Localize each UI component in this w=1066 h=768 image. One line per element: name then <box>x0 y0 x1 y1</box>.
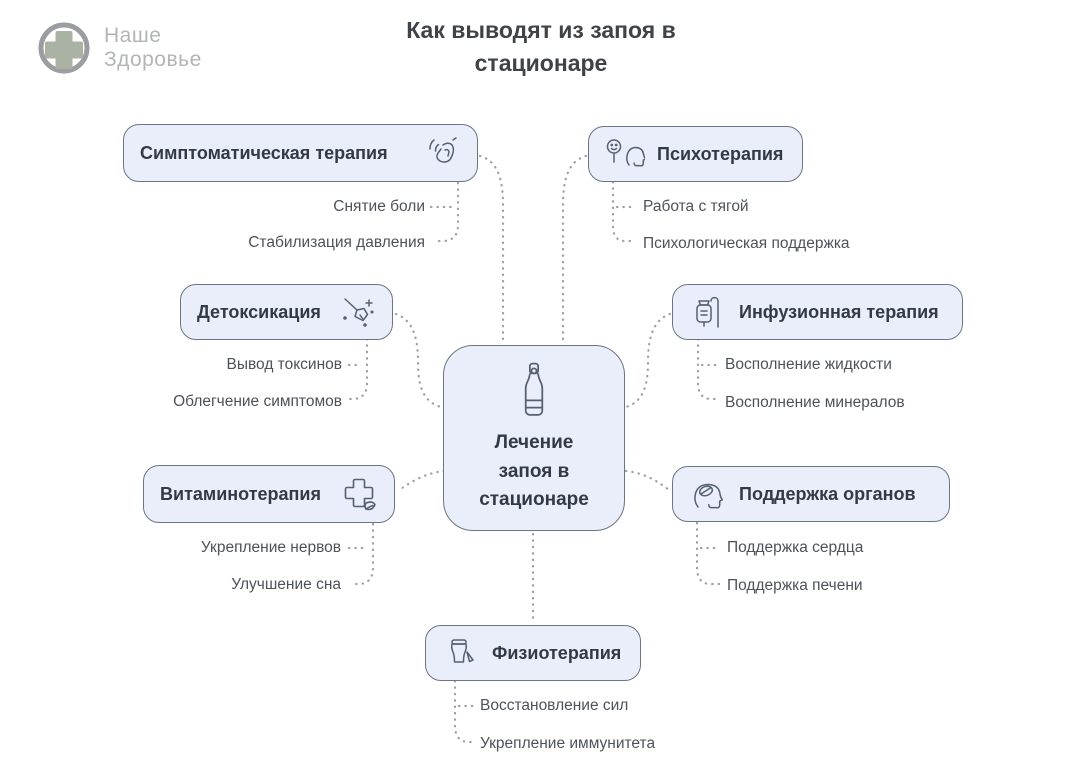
broom-icon <box>338 294 376 330</box>
subitem-fluid-replenishment: Восполнение жидкости <box>725 356 892 373</box>
subitem-sleep-improvement: Улучшение сна <box>231 576 341 593</box>
page-title: Как выводят из запоя в стационаре <box>406 17 676 76</box>
node-infusion-therapy <box>672 284 963 340</box>
node-label: Поддержка органов <box>739 483 916 504</box>
bottle-icon <box>516 361 552 419</box>
connector-symptomatic-children <box>434 183 458 241</box>
connector-detox-children <box>348 339 367 399</box>
subitem-nerve-strengthening: Укрепление нервов <box>200 539 341 556</box>
node-label: Симптоматическая терапия <box>140 142 388 163</box>
subitem-liver-support: Поддержка печени <box>727 577 863 594</box>
massage-icon <box>442 635 480 671</box>
connector-psychotherapy-children <box>613 182 635 241</box>
clinic-name: Наше Здоровье <box>104 24 202 71</box>
connector-psychotherapy-center <box>563 156 586 343</box>
subitem-mineral-replenishment: Восполнение минералов <box>725 394 905 411</box>
connector-vitamin-children <box>351 524 373 584</box>
subitem-toxin-removal: Вывод токсинов <box>226 356 342 373</box>
connector-infusion-children <box>698 339 717 399</box>
subitem-immunity-strengthening: Укрепление иммунитета <box>480 735 656 752</box>
node-label: Физиотерапия <box>492 642 622 663</box>
subitem-symptom-relief: Облегчение симптомов <box>173 393 342 410</box>
subitem-heart-support: Поддержка сердца <box>727 539 864 556</box>
head-smile-icon <box>605 137 645 171</box>
pain-relief-icon <box>425 136 461 170</box>
node-physiotherapy <box>425 625 641 681</box>
node-detox <box>180 284 393 340</box>
connector-symptomatic-center <box>480 156 503 343</box>
node-label: Детоксикация <box>197 301 321 322</box>
node-label: Инфузионная терапия <box>739 301 939 322</box>
connector-infusion-center <box>626 314 670 407</box>
node-organ-support <box>672 466 950 522</box>
cross-leaf-icon <box>342 476 378 512</box>
medical-cross-icon <box>36 20 92 76</box>
iv-drip-icon <box>689 293 727 331</box>
node-symptomatic-therapy <box>123 124 478 182</box>
center-node-treatment <box>443 345 625 531</box>
connector-organ-children <box>697 523 719 584</box>
node-psychotherapy <box>588 126 803 182</box>
center-node-label: Лечение запоя в стационаре <box>479 432 589 511</box>
subitem-pain-removal: Снятие боли <box>333 198 425 215</box>
node-label: Психотерапия <box>657 143 784 164</box>
node-vitamin-therapy <box>143 465 395 523</box>
clinic-logo <box>36 20 202 76</box>
subitem-strength-recovery: Восстановление сил <box>480 697 629 714</box>
subitem-craving-work: Работа с тягой <box>643 198 749 215</box>
connector-vitamin-center <box>398 471 444 491</box>
connector-detox-center <box>396 314 441 407</box>
connector-physio-children <box>455 681 475 742</box>
subitem-pressure-stabilization: Стабилизация давления <box>248 234 425 251</box>
subitem-psychological-support: Психологическая поддержка <box>643 235 850 252</box>
connector-organ-center <box>626 471 670 491</box>
head-organ-icon <box>689 476 727 512</box>
node-label: Витаминотерапия <box>160 483 321 504</box>
